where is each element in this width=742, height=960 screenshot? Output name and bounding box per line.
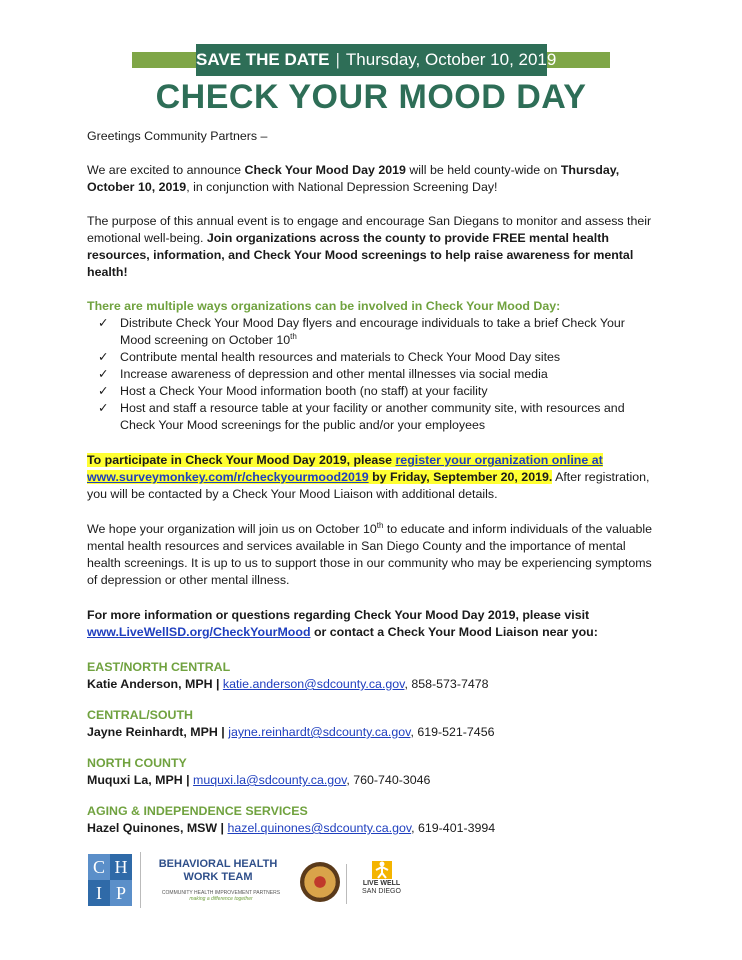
live-well-text-2: SAN DIEGO: [362, 888, 401, 895]
contact-name: Hazel Quinones, MSW |: [87, 821, 225, 835]
greeting: Greetings Community Partners –: [87, 129, 268, 143]
contact-email-link[interactable]: muquxi.la@sdcounty.ca.gov: [193, 773, 347, 787]
contact-phone: , 760-740-3046: [346, 773, 431, 787]
contact-phone: , 858-573-7478: [404, 677, 489, 691]
contact-name: Katie Anderson, MPH |: [87, 677, 220, 691]
hope-paragraph: [87, 521, 657, 589]
contact-email-link[interactable]: jayne.reinhardt@sdcounty.ca.gov: [228, 725, 411, 739]
intro-text-3: , in conjunction with National Depression Screening Day!: [186, 180, 498, 194]
banner-date-box: [196, 44, 557, 76]
intro-paragraph: [87, 162, 657, 196]
live-well-logo: [354, 858, 409, 908]
chip-letter: C: [88, 854, 110, 880]
ways-heading: There are multiple ways organizations can be involved in Check Your Mood Day:: [87, 299, 561, 313]
contact-phone: , 619-401-3994: [411, 821, 496, 835]
livewell-link[interactable]: www.LiveWellSD.org/CheckYourMood: [87, 625, 311, 639]
list-item: [87, 383, 657, 400]
participate-intro: To participate in Check Your Mood Day 2019, please: [87, 453, 396, 467]
check-mark-icon: ✓: [98, 367, 109, 381]
purpose-text: The purpose of this annual event is to engage and encourage San Diegans to monitor and assess their emotional well-being.: [87, 214, 652, 245]
check-mark-icon: ✓: [98, 401, 109, 415]
check-mark-icon: ✓: [98, 316, 109, 330]
contact-line: [87, 724, 657, 741]
contact-phone: , 619-521-7456: [410, 725, 495, 739]
intro-event-date: Thursday, October 10, 2019: [87, 163, 620, 194]
chip-letter: I: [88, 880, 110, 906]
county-seal-logo: [300, 862, 340, 902]
logo-divider: [140, 852, 141, 908]
more-info-text-1: For more information or questions regarding Check Your Mood Day 2019, please visit: [87, 608, 590, 622]
list-item-text: Host and staff a resource table at your facility or another community site, with resources and Check Your Mood screenings for the public and/or your employees: [120, 401, 625, 432]
chip-letter: H: [110, 854, 132, 880]
banner-separator: |: [335, 50, 340, 69]
contact-block: [87, 803, 657, 837]
list-item: [87, 366, 657, 383]
list-item-text: Increase awareness of depression and other mental illnesses via social media: [120, 367, 548, 381]
contact-block: [87, 659, 657, 693]
contact-region: NORTH COUNTY: [87, 756, 187, 770]
letter-body: [87, 128, 657, 837]
contact-line: [87, 820, 657, 837]
chip-letter: P: [110, 880, 132, 906]
contact-line: [87, 772, 657, 789]
check-mark-icon: ✓: [98, 350, 109, 364]
save-the-date-banner: [0, 0, 742, 90]
logo-divider: [346, 864, 347, 904]
contact-region: AGING & INDEPENDENCE SERVICES: [87, 804, 308, 818]
live-well-icon: [370, 858, 394, 880]
hope-text-1: We hope your organization will join us on October 10: [87, 522, 377, 536]
bh-line-2: WORK TEAM: [183, 871, 253, 883]
bh-subtitle: [146, 890, 296, 902]
contact-name: Muquxi La, MPH |: [87, 773, 190, 787]
contact-region: EAST/NORTH CENTRAL: [87, 660, 231, 674]
bh-sub-line-2: making a difference together: [189, 896, 253, 902]
registration-link[interactable]: register your organization online at www.surveymonkey.com/r/checkyourmood2019: [87, 453, 603, 484]
contact-block: [87, 707, 657, 741]
bh-line-1: BEHAVIORAL HEALTH: [158, 858, 278, 870]
participate-followup: After registration, you will be contacted by a Check Your Mood Liaison with additional details.: [87, 470, 650, 501]
contact-email-link[interactable]: hazel.quinones@sdcounty.ca.gov: [227, 821, 412, 835]
purpose-call-to-action: Join organizations across the county to provide FREE mental health resources, information, and Check Your Mood screenings to help raise awareness for mental health!: [87, 231, 634, 279]
list-item-text: Distribute Check Your Mood Day flyers and encourage individuals to take a brief Check Your Mood screening on October 10: [120, 316, 625, 347]
participate-paragraph: [87, 452, 657, 503]
contact-email-link[interactable]: katie.anderson@sdcounty.ca.gov: [222, 677, 405, 691]
list-item: [87, 315, 657, 349]
ordinal-suffix: th: [376, 520, 384, 530]
bh-sub-line-1: COMMUNITY HEALTH IMPROVEMENT PARTNERS: [161, 890, 281, 896]
check-mark-icon: ✓: [98, 384, 109, 398]
behavioral-health-logo-text: [158, 858, 278, 884]
more-info-paragraph: [87, 607, 657, 641]
footer-logos: [88, 850, 418, 912]
list-item-text: Contribute mental health resources and materials to Check Your Mood Day sites: [120, 350, 561, 364]
banner-date: Thursday, October 10, 2019: [345, 50, 557, 69]
contact-region: CENTRAL/SOUTH: [87, 708, 194, 722]
contact-line: [87, 676, 657, 693]
registration-deadline: by Friday, September 20, 2019.: [368, 470, 553, 484]
chip-logo: [88, 854, 132, 906]
save-the-date-label: SAVE THE DATE: [196, 50, 330, 69]
ordinal-suffix: th: [290, 331, 297, 341]
page-title: CHECK YOUR MOOD DAY: [155, 78, 587, 116]
contact-name: Jayne Reinhardt, MPH |: [87, 725, 225, 739]
intro-text-1: We are excited to announce: [87, 163, 245, 177]
contact-block: [87, 755, 657, 789]
ways-list: [87, 315, 657, 434]
hope-text-2: to educate and inform individuals of the valuable mental health resources and services available in San Diego County and the importance of mental health screenings. It is up to us to support those in our community who may be experiencing symptoms of depression or other mental illness.: [87, 522, 653, 587]
intro-text-2: will be held county-wide on: [405, 163, 561, 177]
list-item: [87, 400, 657, 434]
live-well-text-1: LIVE WELL: [362, 880, 401, 887]
purpose-paragraph: [87, 213, 657, 281]
more-info-text-2: or contact a Check Your Mood Liaison near you:: [310, 625, 598, 639]
list-item: [87, 349, 657, 366]
intro-event-name: Check Your Mood Day 2019: [244, 163, 406, 177]
list-item-text: Host a Check Your Mood information booth (no staff) at your facility: [120, 384, 488, 398]
